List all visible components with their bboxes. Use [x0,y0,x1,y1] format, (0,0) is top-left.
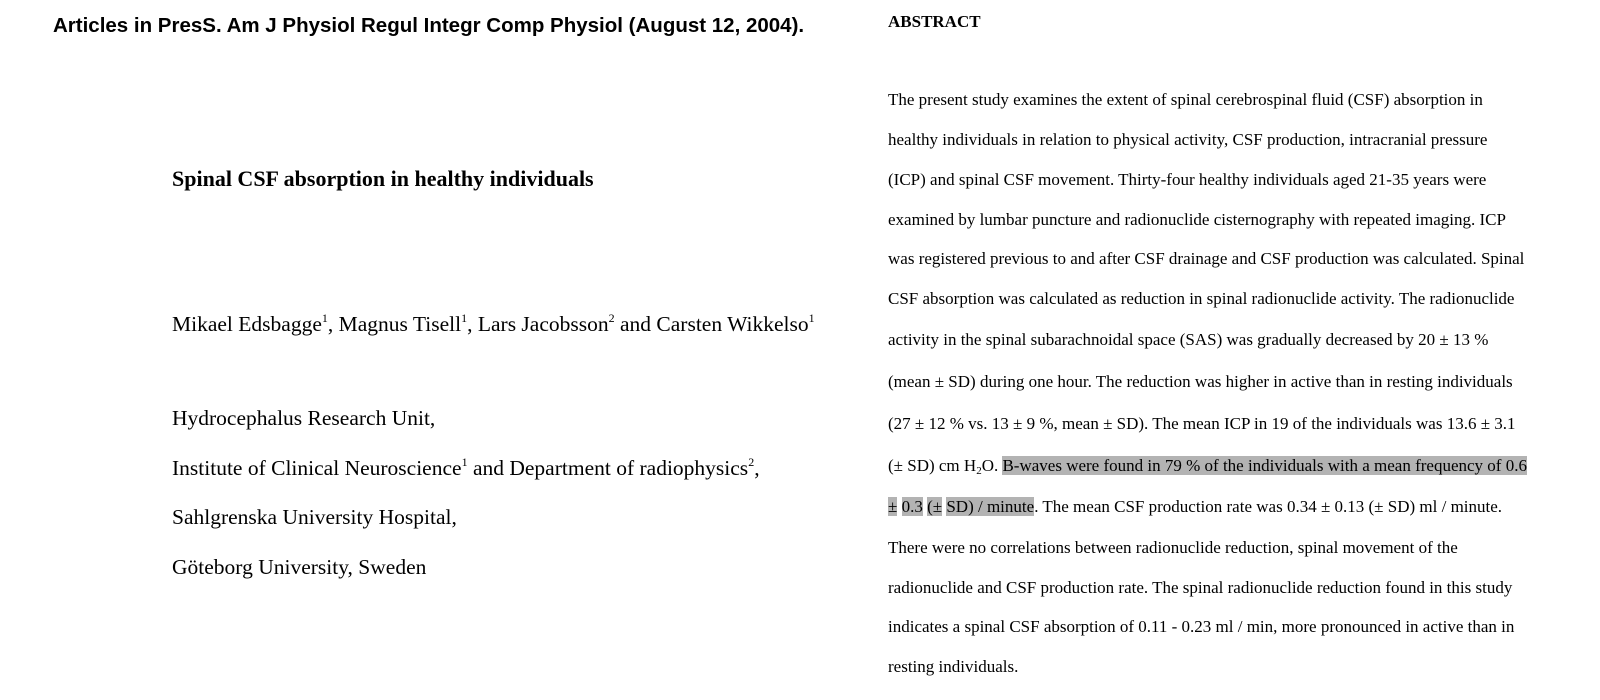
affiliation-text: , [754,456,760,480]
abstract-text: O. [981,456,1003,475]
abstract-line [888,497,1502,517]
abstract-line: resting individuals. [888,657,1019,676]
abstract-text: . The mean CSF production rate was 0.34 ± 0.13 (± SD) ml / minute. [1034,497,1503,516]
abstract-line: indicates a spinal CSF absorption of 0.11 - 0.23 ml / min, more pronounced in active than in [888,617,1515,636]
author-list [172,312,815,337]
subscript: 2 [976,465,982,477]
abstract-line: radionuclide and CSF production rate. The spinal radionuclide reduction found in this study [888,578,1513,597]
author-name: Lars Jacobsson [477,312,609,336]
highlighted-text[interactable]: (± [927,497,943,516]
author-separator: and [614,312,657,336]
affiliation-line [172,456,760,481]
author-name: Magnus Tisell [338,312,462,336]
affil-mark: 1 [461,455,468,469]
abstract-text: (± SD) cm H [888,456,977,475]
affiliation-line: Sahlgrenska University Hospital, [172,505,457,529]
abstract-line: examined by lumbar puncture and radionuclide cisternography with repeated imaging. ICP [888,210,1506,229]
highlighted-text[interactable]: ± [888,497,898,516]
abstract-line: activity in the spinal subarachnoidal space (SAS) was gradually decreased by 20 ± 13 % [888,330,1489,349]
author-separator: , [467,312,478,336]
author-affil-mark: 2 [608,311,615,325]
author-name: Carsten Wikkelso [656,312,809,336]
highlighted-text[interactable]: B-waves were found in 79 % of the individuals with a mean frequency of 0.6 [1002,456,1527,475]
author-name: Mikael Edsbagge [172,312,322,336]
abstract-line: healthy individuals in relation to physical activity, CSF production, intracranial pressure [888,130,1488,149]
abstract-heading: ABSTRACT [888,12,981,31]
paper-title: Spinal CSF absorption in healthy individuals [172,166,594,191]
abstract-line: was registered previous to and after CSF drainage and CSF production was calculated. Spinal [888,249,1525,268]
abstract-line [888,456,1527,476]
abstract-line: (ICP) and spinal CSF movement. Thirty-four healthy individuals aged 21-35 years were [888,170,1487,189]
affil-mark: 2 [748,455,755,469]
right-page [880,0,1600,700]
abstract-line: The present study examines the extent of spinal cerebrospinal fluid (CSF) absorption in [888,90,1483,109]
abstract-line: There were no correlations between radionuclide reduction, spinal movement of the [888,538,1458,557]
affiliation-text: and Department of radiophysics [467,456,749,480]
affiliation-text: Institute of Clinical Neuroscience [172,456,462,480]
author-affil-mark: 1 [808,311,815,325]
affiliation-line: Göteborg University, Sweden [172,555,427,579]
journal-header: Articles in PresS. Am J Physiol Regul Integr Comp Physiol (August 12, 2004). [53,14,805,37]
abstract-line: (27 ± 12 % vs. 13 ± 9 %, mean ± SD). The mean ICP in 19 of the individuals was 13.6 ± 3.1 [888,414,1516,433]
affiliation-line: Hydrocephalus Research Unit, [172,406,436,430]
abstract-line: CSF absorption was calculated as reduction in spinal radionuclide activity. The radionuclide [888,289,1515,308]
abstract-line: (mean ± SD) during one hour. The reduction was higher in active than in resting individuals [888,372,1513,391]
author-affil-mark: 1 [321,311,328,325]
highlighted-text[interactable]: SD) / minute [946,497,1035,516]
author-affil-mark: 1 [461,311,468,325]
highlighted-text[interactable]: 0.3 [901,497,923,516]
author-separator: , [327,312,339,336]
